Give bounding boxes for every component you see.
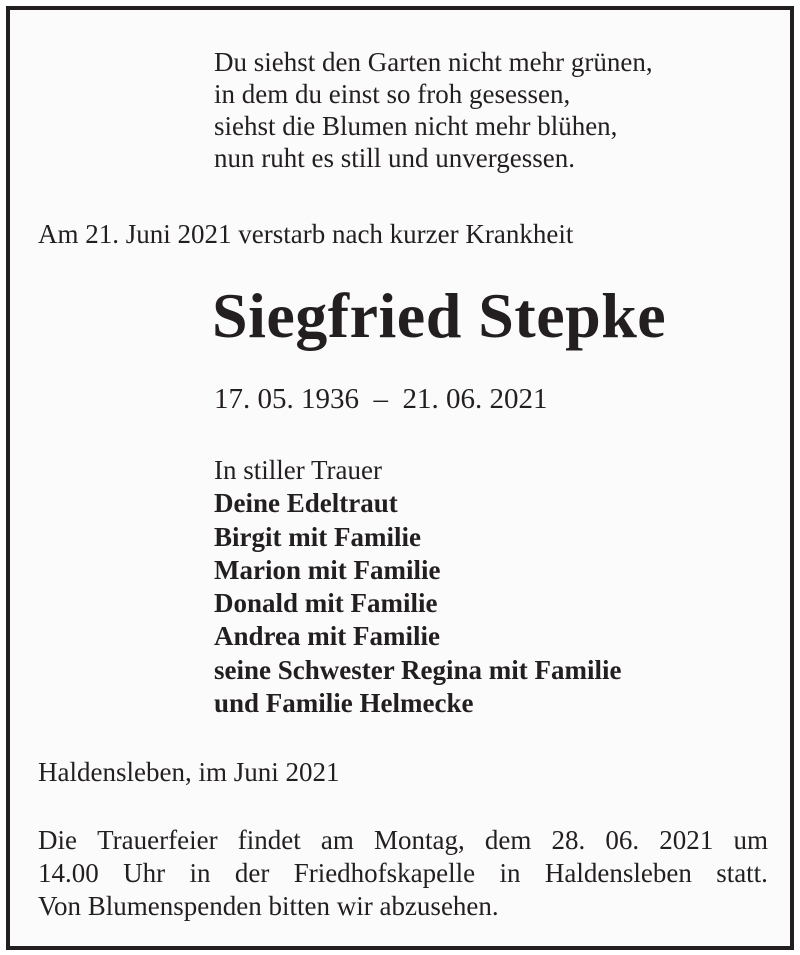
notice-word: statt. (716, 858, 768, 888)
mourner-name: Donald mit Familie (214, 588, 438, 619)
mourners-heading: In stiller Trauer (214, 455, 382, 485)
notice-word: 06. (605, 825, 640, 855)
notice-word: 14.00 (38, 858, 99, 888)
notice-word: in (499, 858, 521, 888)
mourner-name: Andrea mit Familie (214, 621, 440, 652)
notice-word: Trauerfeier (97, 825, 218, 855)
life-dates: 17. 05. 1936 – 21. 06. 2021 (214, 383, 548, 415)
notice-word: am (320, 825, 354, 855)
notice-word: dem (484, 825, 532, 855)
notice-word: in (189, 858, 211, 888)
mourner-name: Marion mit Familie (214, 554, 441, 585)
notice-word: um (733, 825, 768, 855)
deceased-name: Siegfried Stepke (212, 280, 667, 351)
obituary-frame (6, 6, 794, 950)
mourner-name: Birgit mit Familie (214, 521, 421, 552)
poem-line: Du siehst den Garten nicht mehr grünen, (214, 47, 653, 77)
death-announcement: Am 21. Juni 2021 verstarb nach kurzer Krankheit (38, 219, 574, 249)
notice-word: der (234, 858, 270, 888)
notice-line (38, 857, 768, 890)
notice-word: 2021 (659, 825, 714, 855)
notice-word: Die (38, 825, 77, 855)
poem-line: nun ruht es still und unvergessen. (214, 143, 575, 173)
poem-line: siehst die Blumen nicht mehr blühen, (214, 111, 618, 141)
mourners-list (214, 454, 621, 720)
mourner-name: und Familie Helmecke (214, 688, 474, 719)
place-date: Haldensleben, im Juni 2021 (38, 757, 340, 787)
notice-word: Haldensleben (544, 858, 692, 888)
notice-word: Montag, (373, 825, 465, 855)
notice-word: Friedhofskapelle (293, 858, 476, 888)
poem (214, 46, 653, 174)
funeral-notice (38, 824, 768, 923)
mourner-name: Deine Edeltraut (214, 488, 398, 519)
notice-word: findet (237, 825, 301, 855)
notice-line (38, 824, 768, 857)
poem-line: in dem du einst so froh gesessen, (214, 79, 571, 109)
notice-word: 28. (551, 825, 586, 855)
notice-line: Von Blumenspenden bitten wir abzusehen. (38, 891, 499, 921)
notice-word: Uhr (123, 858, 166, 888)
mourner-name: seine Schwester Regina mit Familie (214, 654, 622, 685)
